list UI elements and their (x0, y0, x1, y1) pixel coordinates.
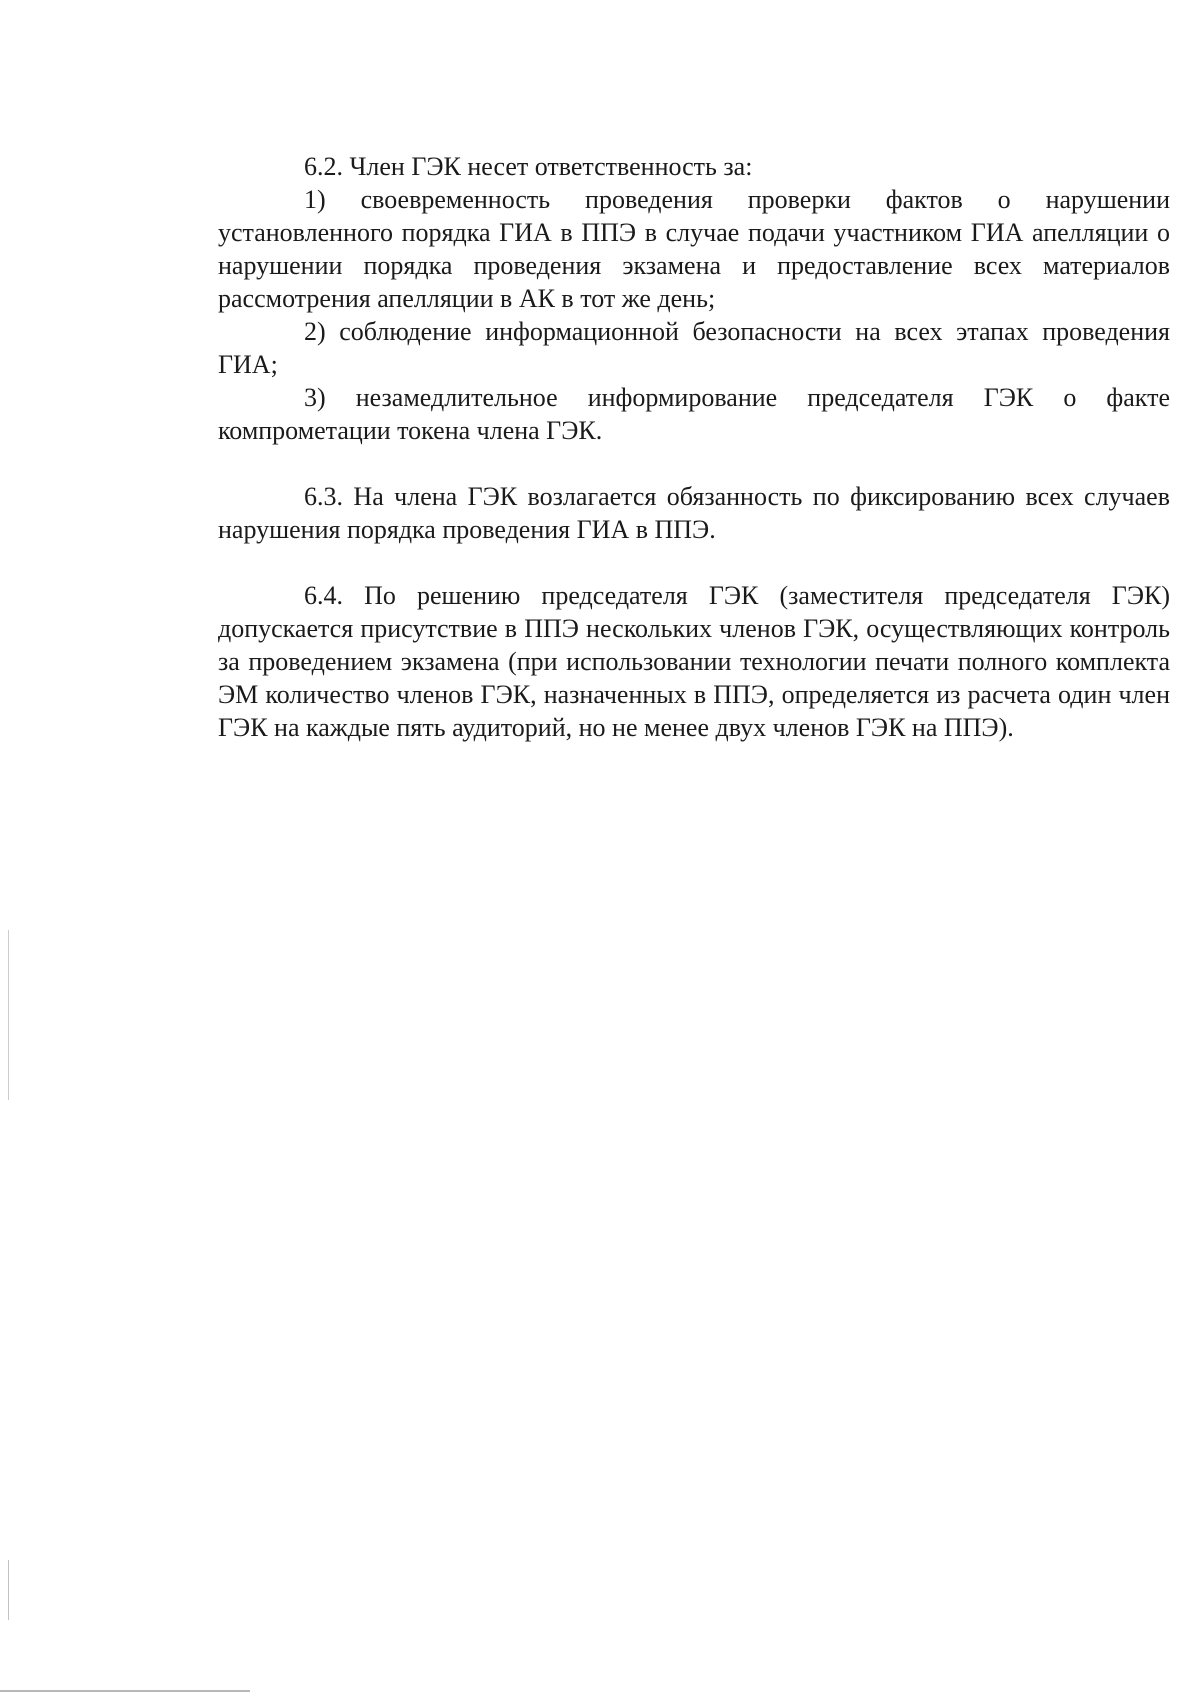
document-page (218, 150, 1170, 744)
scan-bottom-line (0, 1690, 250, 1692)
paragraph-6-4: 6.4. По решению председателя ГЭК (заместителя председателя ГЭК) допускается присутствие в ППЭ нескольких членов ГЭК, осуществляющих контроль за проведением экзамена (при использовании технологии печати полного комплекта ЭМ количество членов ГЭК, назначенных в ППЭ, определяется из расчета один член ГЭК на каждые пять аудиторий, но не менее двух членов ГЭК на ППЭ). (218, 581, 1170, 742)
scan-edge-line (8, 1560, 9, 1620)
paragraph-6-2-item-1: 1) своевременность проведения проверки фактов о нарушении установленного порядка ГИА в ППЭ в случае подачи участником ГИА апелляции о нарушении порядка проведения экзамена и предоставление всех материалов рассмотрения апелляции в АК в тот же день; (218, 185, 1170, 313)
scan-edge-line (8, 930, 9, 1100)
paragraph-6-2-item-2: 2) соблюдение информационной безопасности на всех этапах проведения ГИА; (218, 317, 1170, 379)
paragraph-6-3: 6.3. На члена ГЭК возлагается обязанность по фиксированию всех случаев нарушения порядка проведения ГИА в ППЭ. (218, 482, 1170, 544)
paragraph-gap (218, 546, 1170, 579)
paragraph-6-2: 6.2. Член ГЭК несет ответственность за: (304, 152, 753, 181)
paragraph-gap (218, 447, 1170, 480)
paragraph-6-2-item-3: 3) незамедлительное информирование председателя ГЭК о факте компрометации токена члена ГЭК. (218, 383, 1170, 445)
